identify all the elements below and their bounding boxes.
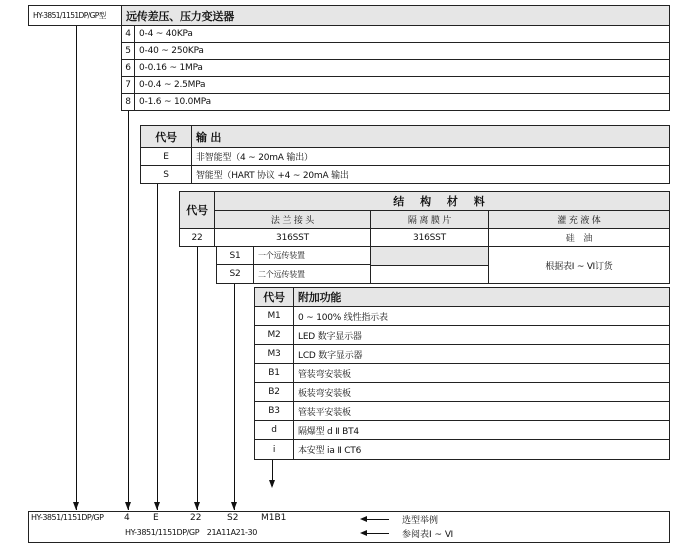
material-col-fill: 灌 充 液 体 xyxy=(488,210,670,229)
remote-code: S2 xyxy=(216,264,254,284)
connector-line xyxy=(197,247,198,510)
arrow-left-icon xyxy=(367,533,389,534)
arrow-down-icon xyxy=(125,502,131,510)
connector-line xyxy=(128,111,129,510)
extras-code: B2 xyxy=(254,382,294,402)
example-label: 选型举例 xyxy=(402,516,439,526)
material-code-header: 代号 xyxy=(179,191,215,229)
extras-text: 本安型 ia Ⅱ CT6 xyxy=(293,439,670,460)
example-label2: 参阅表Ⅰ ~ Ⅵ xyxy=(402,530,454,540)
range-text: 0-0.16 ~ 1MPa xyxy=(134,59,670,77)
example-extras: M1B1 xyxy=(261,513,287,523)
output-code: S xyxy=(140,165,192,184)
extras-title: 附加功能 xyxy=(293,287,670,307)
connector-line xyxy=(76,26,77,510)
material-code: 22 xyxy=(179,228,215,247)
extras-code: M3 xyxy=(254,344,294,364)
range-text: 0-0.4 ~ 2.5MPa xyxy=(134,76,670,94)
example-material: 22 xyxy=(190,513,202,523)
remote-blank xyxy=(370,246,489,266)
example-model: HY-3851/1151DP/GP xyxy=(31,513,104,522)
connector-line xyxy=(234,284,235,510)
extras-code-header: 代号 xyxy=(254,287,294,307)
range-code: 5 xyxy=(121,42,135,60)
product-title: 远传差压、压力变送器 xyxy=(121,5,670,26)
extras-text: LED 数字显示器 xyxy=(293,325,670,345)
example-range: 4 xyxy=(124,513,130,523)
model-code-cell: HY-3851/1151DP/GP型 xyxy=(28,5,122,26)
material-col-flange: 法 兰 接 头 xyxy=(214,210,371,229)
output-title: 输 出 xyxy=(191,125,670,148)
material-flange: 316SST xyxy=(214,228,371,247)
output-text: 智能型（HART 协议 +4 ~ 20mA 输出 xyxy=(191,165,670,184)
example-line2: HY-3851/1151DP/GP 21A11A21-30 xyxy=(125,528,257,537)
connector-line xyxy=(157,184,158,510)
range-text: 0-1.6 ~ 10.0MPa xyxy=(134,93,670,111)
range-code: 4 xyxy=(121,25,135,43)
material-title: 结 构 材 料 xyxy=(214,191,670,211)
output-text: 非智能型（4 ~ 20mA 输出） xyxy=(191,147,670,166)
extras-text: 管装弯安装板 xyxy=(293,363,670,383)
output-code-header: 代号 xyxy=(140,125,192,148)
remote-text: 二个远传装置 xyxy=(253,264,371,284)
arrow-down-icon xyxy=(154,502,160,510)
range-text: 0-4 ~ 40KPa xyxy=(134,25,670,43)
material-fill: 硅 油 xyxy=(488,228,670,247)
arrow-down-icon xyxy=(269,480,275,488)
extras-text: 管装平安装板 xyxy=(293,401,670,421)
remote-text: 一个远传装置 xyxy=(253,246,371,265)
extras-code: M2 xyxy=(254,325,294,345)
arrow-down-icon xyxy=(194,502,200,510)
arrow-left-icon xyxy=(367,519,389,520)
range-text: 0-40 ~ 250KPa xyxy=(134,42,670,60)
example-output: E xyxy=(153,513,159,523)
extras-text: 0 ~ 100% 线性指示表 xyxy=(293,306,670,326)
remote-note: 根据表Ⅰ ~ Ⅵ订货 xyxy=(488,246,670,284)
extras-code: B3 xyxy=(254,401,294,421)
remote-blank xyxy=(370,265,489,284)
range-code: 7 xyxy=(121,76,135,94)
extras-code: i xyxy=(254,439,294,460)
range-code: 6 xyxy=(121,59,135,77)
extras-code: B1 xyxy=(254,363,294,383)
material-diaphragm: 316SST xyxy=(370,228,489,247)
extras-code: M1 xyxy=(254,306,294,326)
arrow-down-icon xyxy=(231,502,237,510)
extras-text: 板装弯安装板 xyxy=(293,382,670,402)
arrow-down-icon xyxy=(73,502,79,510)
range-code: 8 xyxy=(121,93,135,111)
extras-text: 隔爆型 d Ⅱ BT4 xyxy=(293,420,670,440)
extras-code: d xyxy=(254,420,294,440)
extras-text: LCD 数字显示器 xyxy=(293,344,670,364)
remote-code: S1 xyxy=(216,246,254,265)
output-code: E xyxy=(140,147,192,166)
example-remote: S2 xyxy=(227,513,239,523)
material-col-diaphragm: 隔 离 膜 片 xyxy=(370,210,489,229)
